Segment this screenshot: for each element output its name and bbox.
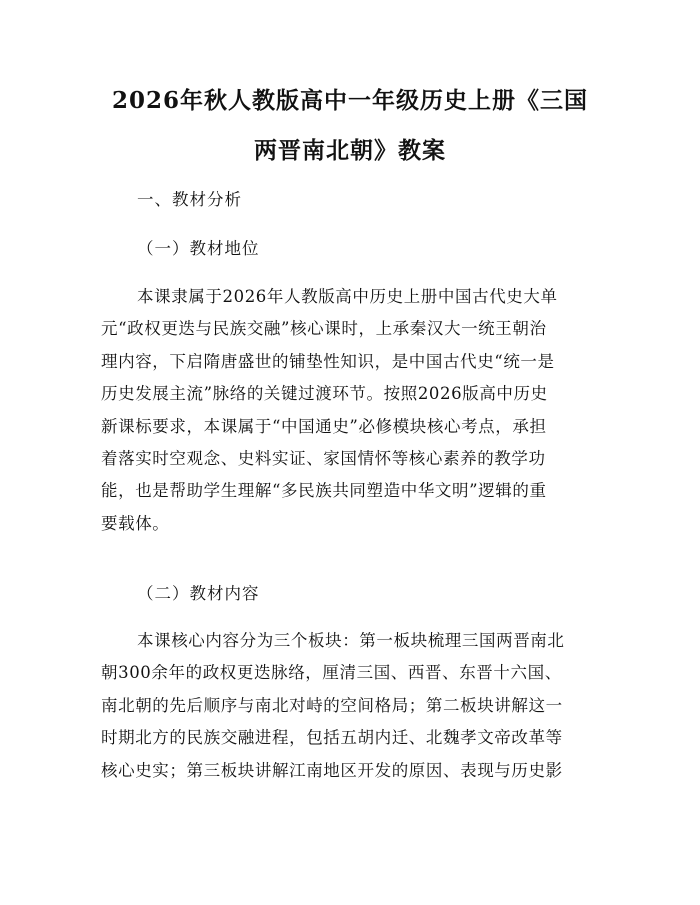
document-title-line-2: 两晋南北朝》教案 — [254, 137, 446, 164]
paragraph-line: 着落实时空观念、史料实证、家国情怀等核心素养的教学功 — [101, 448, 546, 468]
paragraph-textbook-status — [101, 281, 601, 540]
paragraph-line: 本课隶属于2026年人教版高中历史上册中国古代史大单 — [137, 287, 558, 306]
subsection-heading-textbook-content: （二）教材内容 — [137, 584, 260, 603]
paragraph-line: 本课核心内容分为三个板块：第一板块梳理三国两晋南北 — [137, 631, 565, 650]
subsection-heading-textbook-status: （一）教材地位 — [137, 239, 260, 258]
paragraph-line: 核心史实；第三板块讲解江南地区开发的原因、表现与历史影 — [101, 760, 563, 780]
section-heading-textbook-analysis: 一、教材分析 — [137, 190, 242, 209]
paragraph-textbook-content — [101, 625, 601, 787]
paragraph-line: 时期北方的民族交融进程，包括五胡内迁、北魏孝文帝改革等 — [101, 728, 563, 748]
paragraph-line: 理内容，下启隋唐盛世的铺垫性知识，是中国古代史“统一是 — [101, 351, 555, 371]
paragraph-line: 朝300余年的政权更迭脉络，厘清三国、西晋、东晋十六国、 — [101, 663, 562, 683]
paragraph-line: 新课标要求，本课属于“中国通史”必修模块核心考点，承担 — [101, 416, 547, 436]
paragraph-line: 南北朝的先后顺序与南北对峙的空间格局；第二板块讲解这一 — [101, 695, 563, 715]
paragraph-line: 元“政权更迭与民族交融”核心课时，上承秦汉大一统王朝治 — [101, 319, 547, 339]
paragraph-line: 要载体。 — [101, 513, 170, 533]
paragraph-line: 历史发展主流”脉络的关键过渡环节。按照2026版高中历史 — [101, 384, 548, 404]
paragraph-line: 能，也是帮助学生理解“多民族共同塑造中华文明”逻辑的重 — [101, 481, 547, 501]
document-title-line-1: 2026年秋人教版高中一年级历史上册《三国 — [111, 87, 588, 114]
